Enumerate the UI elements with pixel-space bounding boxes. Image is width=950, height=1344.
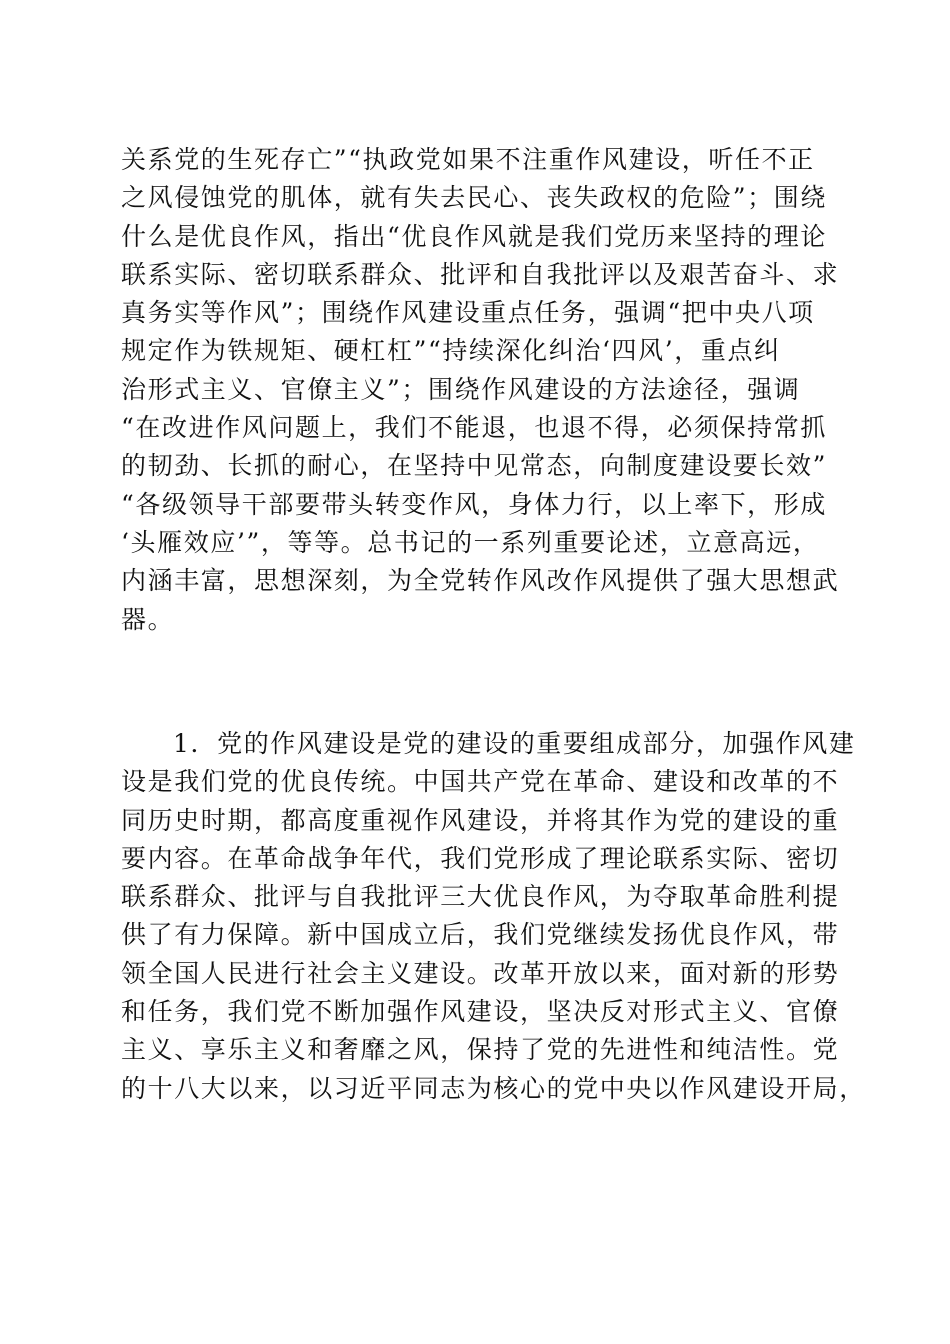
text-line: 什么是优良作风，指出“优良作风就是我们党历来坚持的理论 <box>121 221 827 251</box>
text-line: 规定作为铁规矩、硬杠杠”“持续深化纠治‘四风’，重点纠 <box>121 336 781 366</box>
text-line: 治形式主义、官僚主义”；围绕作风建设的方法途径，强调 <box>121 374 801 404</box>
text-line: 之风侵蚀党的肌体，就有失去民心、丧失政权的危险”；围绕 <box>121 183 827 213</box>
text-line: 的韧劲、长抓的耐心，在坚持中见常态，向制度建设要长效” <box>121 451 827 481</box>
text-line: 关系党的生死存亡”“执政党如果不注重作风建设，听任不正 <box>121 145 815 174</box>
text-line: 要内容。在革命战争年代，我们党形成了理论联系实际、密切 <box>121 843 840 873</box>
text-line: 内涵丰富，思想深刻，为全党转作风改作风提供了强大思想武 <box>121 566 840 596</box>
text-line: 和任务，我们党不断加强作风建设，坚决反对形式主义、官僚 <box>121 997 840 1027</box>
text-line: 器。 <box>121 604 175 634</box>
text-line: 联系群众、批评与自我批评三大优良作风，为夺取革命胜利提 <box>121 882 840 912</box>
text-line: 供了有力保障。新中国成立后，我们党继续发扬优良作风，带 <box>121 920 840 950</box>
text-line: “各级领导干部要带头转变作风，身体力行，以上率下，形成 <box>121 489 827 519</box>
body-paragraph-1 <box>121 141 841 639</box>
text-line-first-indented: 1．党的作风建设是党的建设的重要组成部分，加强作风建 <box>173 729 856 758</box>
text-line: 真务实等作风”；围绕作风建设重点任务，强调“把中央八项 <box>121 298 815 328</box>
text-line: 设是我们党的优良传统。中国共产党在革命、建设和改革的不 <box>121 767 840 797</box>
text-line: 主义、享乐主义和奢靡之风，保持了党的先进性和纯洁性。党 <box>121 1035 840 1065</box>
text-line: 同历史时期，都高度重视作风建设，并将其作为党的建设的重 <box>121 805 840 835</box>
text-line: 的十八大以来，以习近平同志为核心的党中央以作风建设开局， <box>121 1073 866 1103</box>
text-line: “在改进作风问题上，我们不能退，也退不得，必须保持常抓 <box>121 413 827 443</box>
text-line: ‘头雁效应’”，等等。总书记的一系列重要论述，立意高远， <box>121 527 820 557</box>
body-paragraph-2 <box>121 725 866 1108</box>
text-line: 领全国人民进行社会主义建设。改革开放以来，面对新的形势 <box>121 958 840 988</box>
text-line: 联系实际、密切联系群众、批评和自我批评以及艰苦奋斗、求 <box>121 259 840 289</box>
